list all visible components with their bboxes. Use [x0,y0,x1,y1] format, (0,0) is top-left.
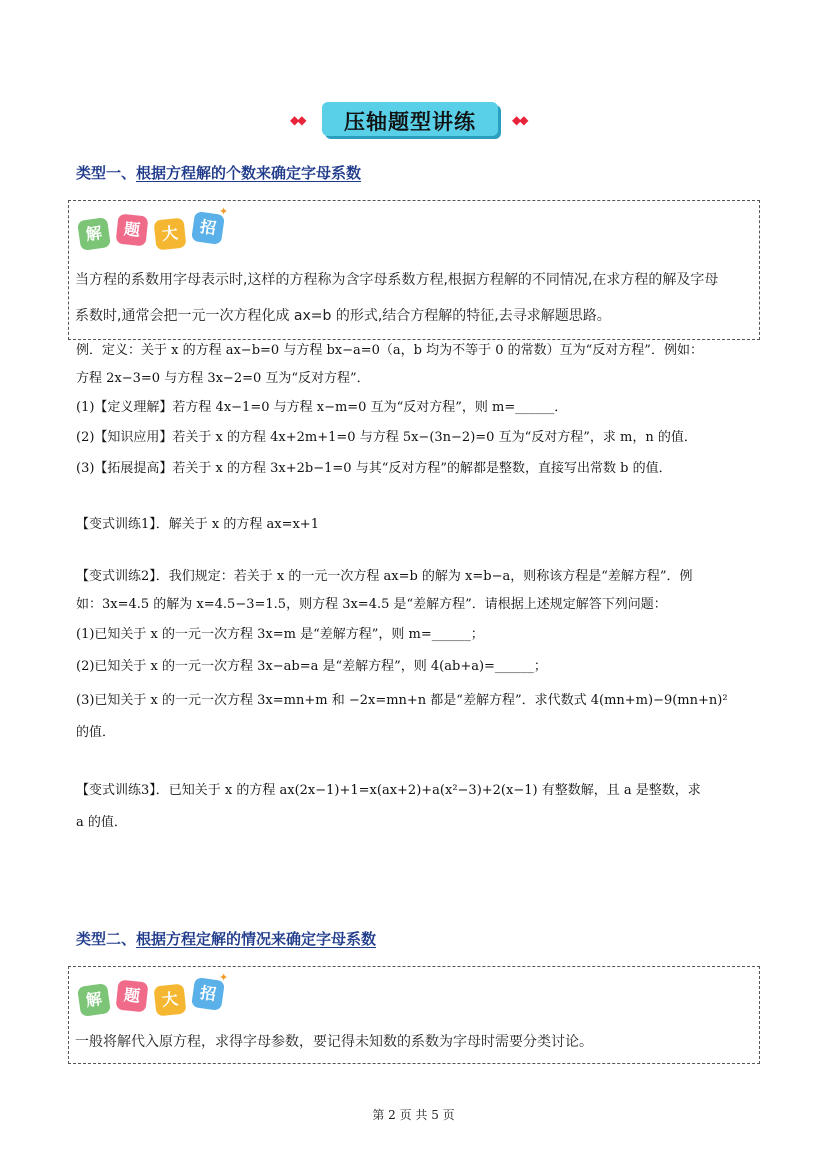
tip-char: 题 [116,214,149,247]
example-line: 方程 2x−3=0 与方程 3x−2=0 互为“反对方程”． [76,371,370,386]
tip-char: 解 [77,217,111,251]
question-1: (1)【定义理解】若方程 4x−1=0 与方程 x−m=0 互为“反对方程”，则 m=______． [76,400,568,415]
section-title [76,162,361,183]
training-2-line: 【变式训练2】．我们规定：若关于 x 的一元一次方程 ax=b 的解为 x=b−a，则称该方程是“差解方程”．例 [76,569,693,584]
diamond-icon: ◆◆ [512,113,527,127]
section-title [76,928,376,949]
tip-box [68,966,760,1064]
tip-badge [79,971,239,1015]
banner-box [322,102,498,136]
section-prefix: 类型一、 [76,164,137,182]
training-2-question: (1)已知关于 x 的一元一次方程 3x=m 是“差解方程”，则 m=______； [76,627,484,642]
tip-text-line: 当方程的系数用字母表示时,这样的方程称为含字母系数方程,根据方程解的不同情况,在求方程的解及字母 [75,272,719,288]
tip-char: 题 [116,980,149,1013]
tip-char: 招 [191,977,225,1011]
section-heading: 根据方程定解的情况来确定字母系数 [136,930,377,948]
tip-text-line: 一般将解代入原方程，求得字母参数，要记得未知数的系数为字母时需要分类讨论。 [75,1034,593,1050]
tip-char: 解 [77,983,111,1017]
question-3: (3)【拓展提高】若关于 x 的方程 3x+2b−1=0 与其“反对方程”的解都是整数，直接写出常数 b 的值． [76,461,672,476]
training-2-question: (2)已知关于 x 的一元一次方程 3x−ab=a 是“差解方程”，则 4(ab+a)=______； [76,659,547,674]
training-2-question: (3)已知关于 x 的一元一次方程 3x=mn+m 和 −2x=mn+n 都是“差解方程”．求代数式 4(mn+m)−9(mn+n)² [76,693,728,708]
banner [290,100,540,140]
tip-char: 大 [154,984,187,1017]
tip-char: 大 [154,218,187,251]
page-number: 第 2 页 共 5 页 [372,1108,455,1122]
training-3-line: 【变式训练3】．已知关于 x 的方程 ax(2x−1)+1=x(ax+2)+a(x²−3)+2(x−1) 有整数解，且 a 是整数，求 [76,783,701,798]
section-prefix: 类型二、 [76,930,137,948]
tip-badge [79,205,239,249]
training-3-line: a 的值． [76,815,127,830]
tip-text-line: 系数时,通常会把一元一次方程化成 ax=b 的形式,结合方程解的特征,去寻求解题思路。 [75,308,611,324]
section-heading: 根据方程解的个数来确定字母系数 [136,164,362,182]
example-line: 例．定义：关于 x 的方程 ax−b=0 与方程 bx−a=0（a，b 均为不等于 0 的常数）互为“反对方程”．例如： [76,343,703,358]
training-2-line: 如：3x=4.5 的解为 x=4.5−3=1.5，则方程 3x=4.5 是“差解方程”．请根据上述规定解答下列问题： [76,597,667,612]
training-2-question: 的值． [76,725,116,740]
diamond-icon: ◆◆ [290,113,305,127]
sparkle-icon: ✦ [219,971,229,984]
question-2: (2)【知识应用】若关于 x 的方程 4x+2m+1=0 与方程 5x−(3n−2)=0 互为“反对方程”，求 m，n 的值． [76,430,697,445]
tip-char: 招 [191,211,225,245]
tip-box [68,200,760,340]
banner-title: 压轴题型讲练 [344,110,476,134]
training-1: 【变式训练1】．解关于 x 的方程 ax=x+1 [76,517,319,532]
sparkle-icon: ✦ [219,205,229,218]
